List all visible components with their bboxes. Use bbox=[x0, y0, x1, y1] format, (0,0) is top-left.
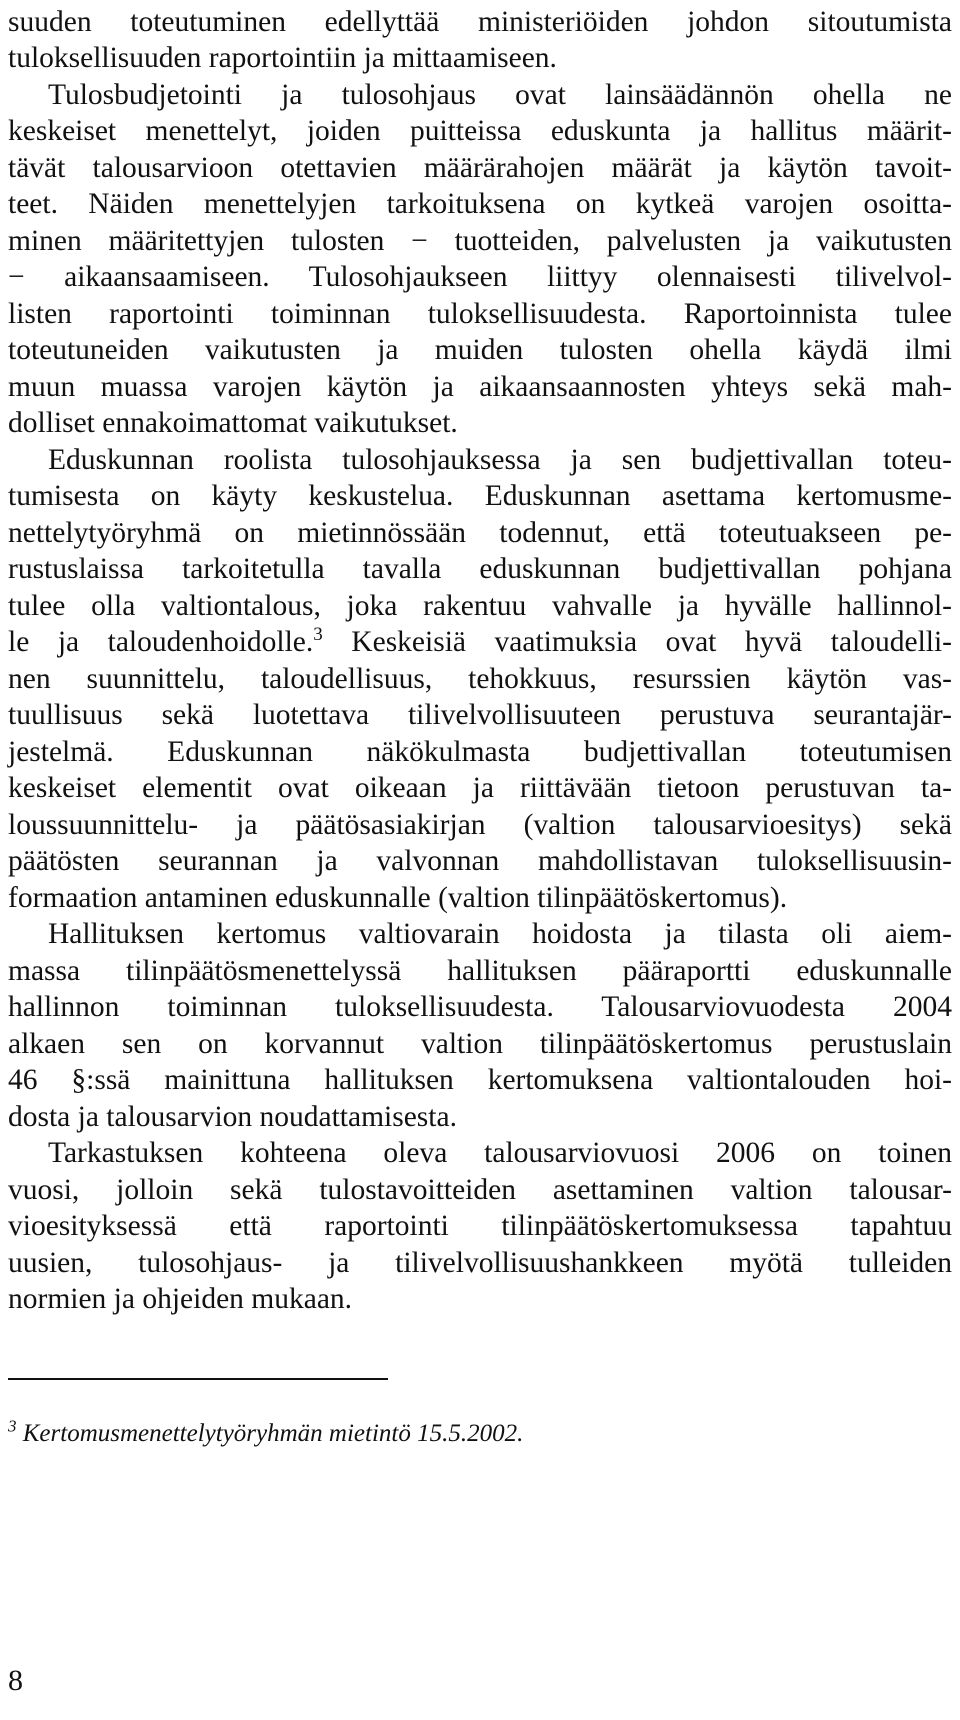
text-line: teet. Näiden menettelyjen tarkoituksena on kytkeä varojen osoitta- bbox=[8, 188, 952, 220]
text-line: dosta ja talousarvion noudattamisesta. bbox=[8, 1101, 457, 1133]
text-line: suuden toteutuminen edellyttää ministeriöiden johdon sitoutumista bbox=[8, 6, 952, 38]
text-line: Tarkastuksen kohteena oleva talousarviovuosi 2006 on toinen bbox=[48, 1137, 952, 1169]
text-line: 46 §:ssä mainittuna hallituksen kertomuksena valtiontalouden hoi- bbox=[8, 1064, 952, 1096]
text-segment: le ja taloudenhoidolle. bbox=[8, 626, 314, 658]
text-line: keskeiset menettelyt, joiden puitteissa eduskunta ja hallitus määrit- bbox=[8, 115, 952, 147]
text-segment: Keskeisiä vaatimuksia ovat hyvä taloudelli- bbox=[322, 626, 952, 658]
text-line: alkaen sen on korvannut valtion tilinpäätöskertomus perustuslain bbox=[8, 1028, 952, 1060]
text-line: − aikaansaamiseen. Tulosohjaukseen liittyy olennaisesti tilivelvol- bbox=[8, 261, 952, 293]
footnote-number: 3 bbox=[8, 1416, 17, 1436]
text-line: toteutuneiden vaikutusten ja muiden tulosten ohella käydä ilmi bbox=[8, 334, 952, 366]
text-line: uusien, tulosohjaus- ja tilivelvollisuushankkeen myötä tulleiden bbox=[8, 1247, 952, 1279]
text-line: formaation antaminen eduskunnalle (valtion tilinpäätöskertomus). bbox=[8, 882, 788, 914]
text-line: jestelmä. Eduskunnan näkökulmasta budjettivallan toteutumisen bbox=[8, 736, 952, 768]
text-line: tävät talousarvioon otettavien määrärahojen määrät ja käytön tavoit- bbox=[8, 152, 952, 184]
text-line: Tulosbudjetointi ja tulosohjaus ovat lainsäädännön ohella ne bbox=[48, 79, 952, 111]
text-line: listen raportointi toiminnan tuloksellisuudesta. Raportoinnista tulee bbox=[8, 298, 952, 330]
text-line: loussuunnittelu- ja päätösasiakirjan (valtion talousarvioesitys) sekä bbox=[8, 809, 952, 841]
text-line: massa tilinpäätösmenettelyssä hallituksen pääraportti eduskunnalle bbox=[8, 955, 952, 987]
text-line: Hallituksen kertomus valtiovarain hoidosta ja tilasta oli aiem- bbox=[48, 918, 952, 950]
text-line: nettelytyöryhmä on mietinnössään todennut, että toteutuakseen pe- bbox=[8, 517, 952, 549]
text-line: päätösten seurannan ja valvonnan mahdollistavan tuloksellisuusin- bbox=[8, 845, 952, 877]
page-number: 8 bbox=[8, 1664, 23, 1697]
footnote-separator bbox=[8, 1378, 388, 1380]
text-line: dolliset ennakoimattomat vaikutukset. bbox=[8, 407, 458, 439]
footnote bbox=[8, 1416, 524, 1448]
text-line: normien ja ohjeiden mukaan. bbox=[8, 1283, 353, 1315]
text-line: rustuslaissa tarkoitetulla tavalla eduskunnan budjettivallan pohjana bbox=[8, 553, 952, 585]
text-line: tuullisuus sekä luotettava tilivelvollisuuteen perustuva seurantajär- bbox=[8, 699, 952, 731]
text-line: muun muassa varojen käytön ja aikaansaannosten yhteys sekä mah- bbox=[8, 371, 952, 403]
text-line: keskeiset elementit ovat oikeaan ja riittävään tietoon perustuvan ta- bbox=[8, 772, 952, 804]
text-line: vuosi, jolloin sekä tulostavoitteiden asettaminen valtion talousar- bbox=[8, 1174, 952, 1206]
text-line: Eduskunnan roolista tulosohjauksessa ja sen budjettivallan toteu- bbox=[48, 444, 952, 476]
footnote-text: Kertomusmenettelytyöryhmän mietintö 15.5.2002. bbox=[22, 1420, 524, 1447]
text-line: hallinnon toiminnan tuloksellisuudesta. Talousarviovuodesta 2004 bbox=[8, 991, 952, 1023]
text-line: tumisesta on käyty keskustelua. Eduskunnan asettama kertomusme- bbox=[8, 480, 952, 512]
text-line: tuloksellisuuden raportointiin ja mittaamiseen. bbox=[8, 42, 557, 74]
text-line: tulee olla valtiontalous, joka rakentuu vahvalle ja hyvälle hallinnol- bbox=[8, 590, 952, 622]
text-line: vioesityksessä että raportointi tilinpäätöskertomuksessa tapahtuu bbox=[8, 1210, 952, 1242]
footnote-reference[interactable]: 3 bbox=[313, 624, 323, 646]
text-line: nen suunnittelu, taloudellisuus, tehokkuus, resurssien käytön vas- bbox=[8, 663, 952, 695]
text-line: minen määritettyjen tulosten − tuotteiden, palvelusten ja vaikutusten bbox=[8, 225, 952, 257]
